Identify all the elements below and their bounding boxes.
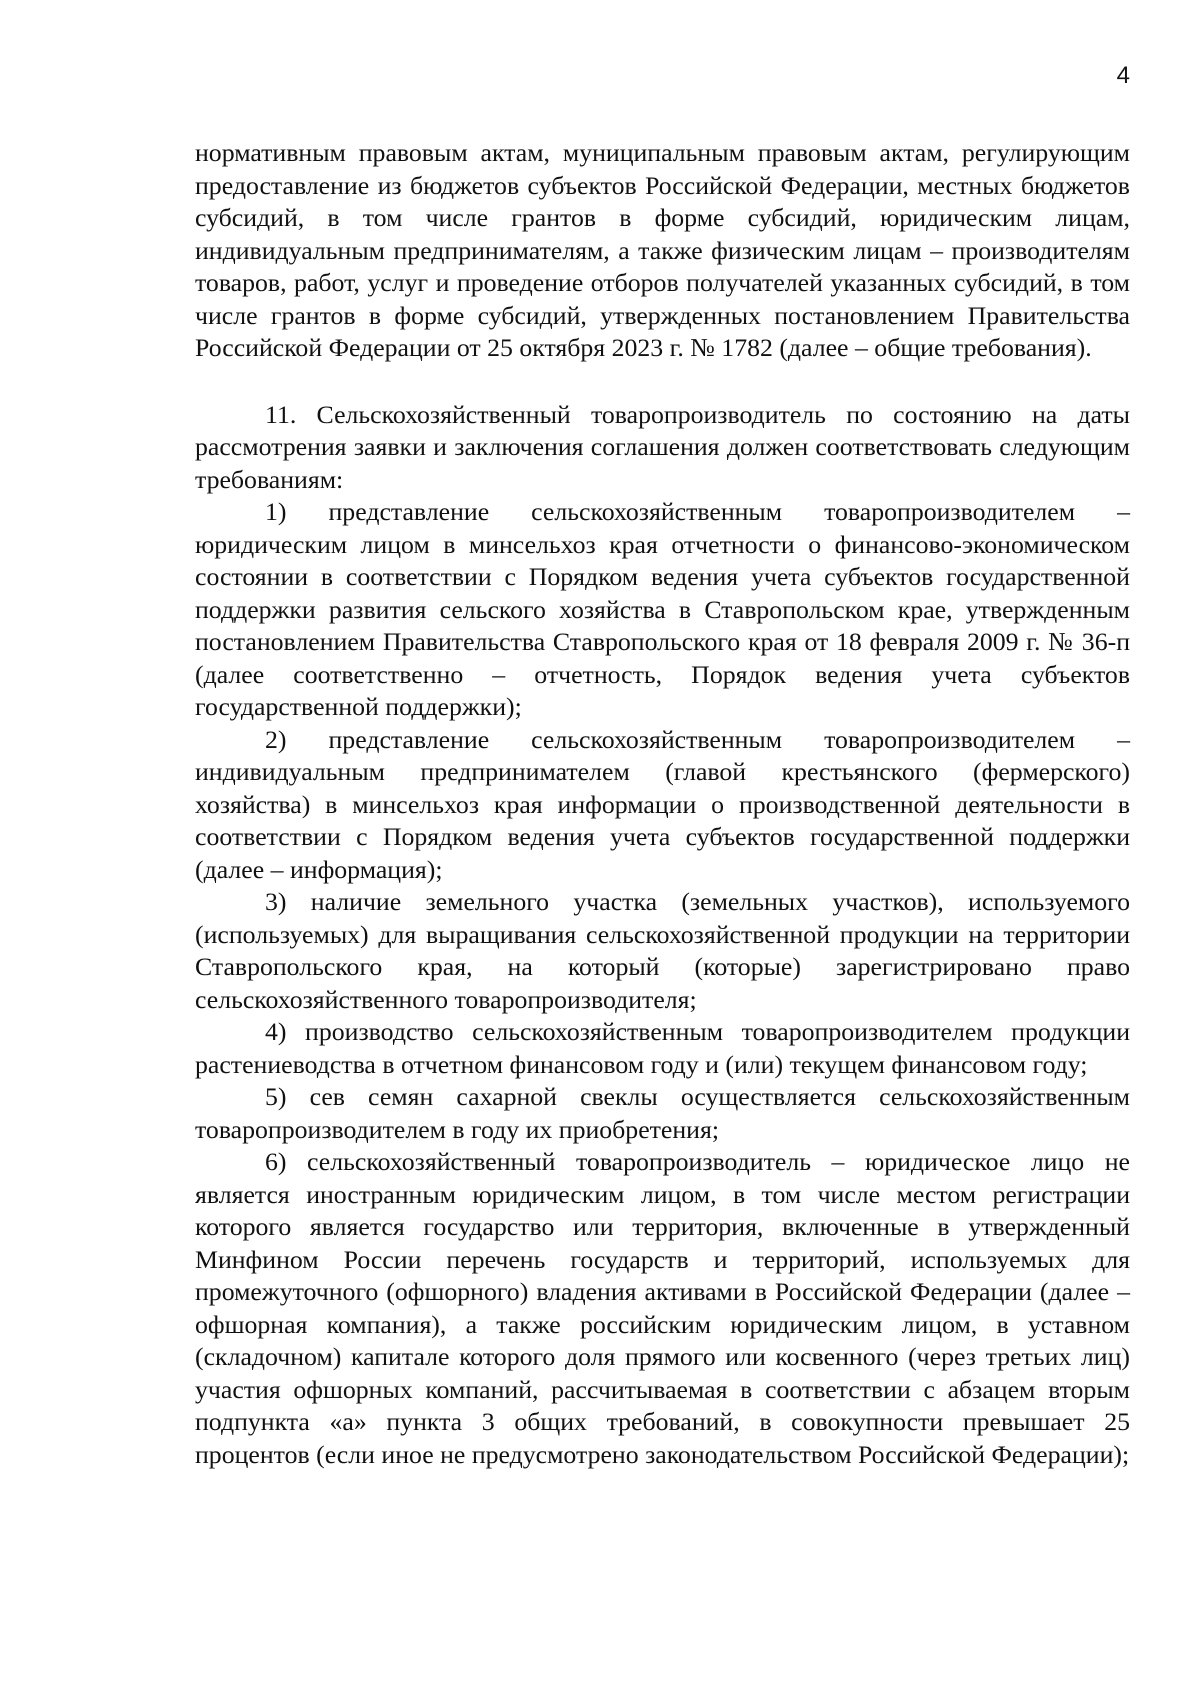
- document-body: [195, 137, 1130, 1471]
- paragraph-subitem-4: 4) производство сельскохозяйственным товаропроизводителем продукции растениеводства в отчетном финансовом году и (или) текущем финансовом году;: [195, 1017, 1130, 1079]
- paragraph-subitem-3: 3) наличие земельного участка (земельных участков), используемого (используемых) для выращивания сельскохозяйственной продукции на территории Ставропольского края, на который (которые) зарегистрировано право сельскохозяйственного товаропроизводителя;: [195, 887, 1130, 1014]
- paragraph-continuation: нормативным правовым актам, муниципальным правовым актам, регулирующим предоставление из бюджетов субъектов Российской Федерации, местных бюджетов субсидий, в том числе грантов в форме субсидий, юридическим лицам, индивидуальным предпринимателям, а также физическим лицам – производителям товаров, работ, услуг и проведение отборов получателей указанных субсидий, в том числе грантов в форме субсидий, утвержденных постановлением Правительства Российской Федерации от 25 октября 2023 г. № 1782 (далее – общие требования).: [195, 138, 1130, 362]
- paragraph-item-11: 11. Сельскохозяйственный товаропроизводитель по состоянию на даты рассмотрения заявки и заключения соглашения должен соответствовать следующим требованиям:: [195, 399, 1130, 494]
- paragraph-subitem-6: 6) сельскохозяйственный товаропроизводитель – юридическое лицо не является иностранным юридическим лицом, в том числе местом регистрации которого является государство или территория, включенные в утвержденный Минфином России перечень государств и территорий, используемых для промежуточного (офшорного) владения активами в Российской Федерации (далее – офшорная компания), а также российским юридическим лицом, в уставном (складочном) капитале которого доля прямого или косвенного (через третьих лиц) участия офшорных компаний, рассчитываемая в соответствии с абзацем вторым подпункта «а» пункта 3 общих требований, в совокупности превышает 25 процентов (если иное не предусмотрено законодательством Российской Федерации);: [195, 1147, 1130, 1469]
- paragraph-subitem-2: 2) представление сельскохозяйственным товаропроизводителем – индивидуальным предпринимателем (главой крестьянского (фермерского) хозяйства) в минсельхоз края информации о производственной деятельности в соответствии с Порядком ведения учета субъектов государственной поддержки (далее – информация);: [195, 724, 1130, 884]
- paragraph-subitem-1: 1) представление сельскохозяйственным товаропроизводителем – юридическим лицом в минсельхоз края отчетности о финансово-экономическом состоянии в соответствии с Порядком ведения учета субъектов государственной поддержки развития сельского хозяйства в Ставропольском крае, утвержденным постановлением Правительства Ставропольского края от 18 февраля 2009 г. № 36-п (далее соответственно – отчетность, Порядок ведения учета субъектов государственной поддержки);: [195, 497, 1130, 721]
- paragraph-subitem-5: 5) сев семян сахарной свеклы осуществляется сельскохозяйственным товаропроизводителем в году их приобретения;: [195, 1082, 1130, 1144]
- page-number: 4: [1116, 62, 1130, 89]
